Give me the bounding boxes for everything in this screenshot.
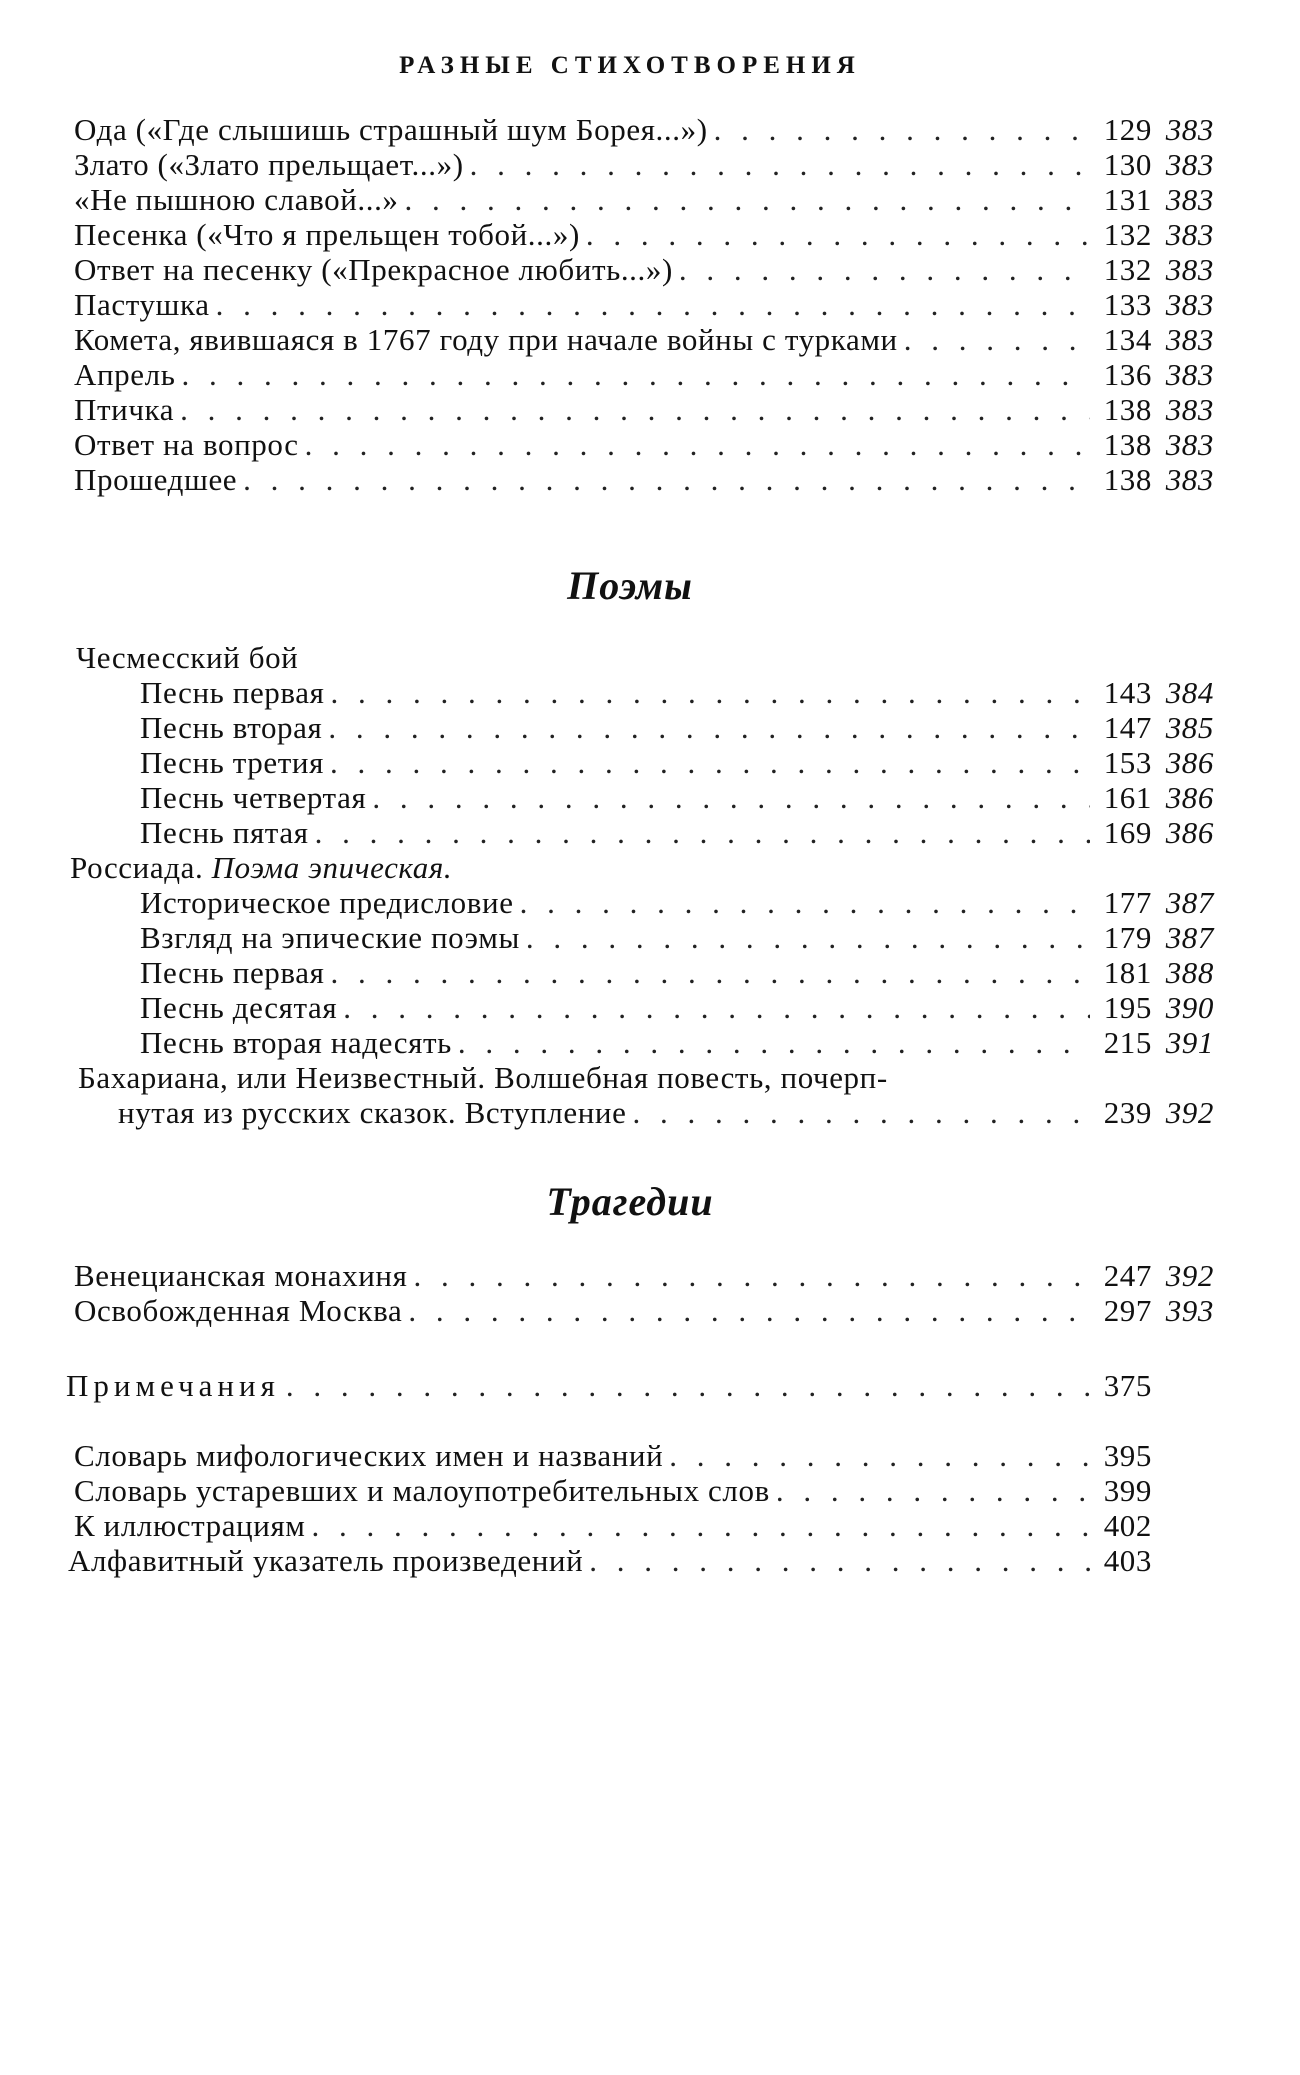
entry-page: 239 (1103, 1095, 1152, 1130)
entry-title: Птичка (74, 392, 175, 427)
entry-note-page: 383 (1165, 357, 1214, 392)
entry-title: Песнь вторая надесять (140, 1025, 452, 1060)
toc-entry (74, 112, 1214, 147)
entry-note-page: 388 (1165, 955, 1214, 990)
entry-page: 403 (1103, 1543, 1152, 1578)
entry-page: 129 (1103, 112, 1152, 147)
toc-entry (74, 392, 1214, 427)
dot-leader (413, 1258, 1090, 1293)
entry-title: Апрель (74, 357, 176, 392)
dot-leader (408, 1293, 1090, 1328)
dot-leader (330, 745, 1090, 780)
entry-page: 247 (1103, 1258, 1152, 1293)
entry-note-page: 386 (1165, 815, 1214, 850)
toc-entry (74, 357, 1214, 392)
toc-entry (74, 1473, 1214, 1508)
entry-note-page: 383 (1165, 182, 1214, 217)
entry-page: 195 (1103, 990, 1152, 1025)
entry-page: 375 (1103, 1368, 1152, 1403)
toc-entry (74, 252, 1214, 287)
toc-entry (140, 710, 1214, 745)
poem-title-line1: Бахариана, или Неизвестный. Волшебная повесть, почерп- (78, 1060, 888, 1095)
entry-title: Песнь первая (140, 955, 325, 990)
dot-leader (181, 357, 1090, 392)
entry-page: 132 (1103, 217, 1152, 252)
entry-page: 138 (1103, 462, 1152, 497)
toc-entry (74, 287, 1214, 322)
dot-leader (330, 675, 1090, 710)
dot-leader (904, 322, 1090, 357)
poem-subtitle: Поэма эпическая. (211, 850, 453, 885)
entry-title: Злато («Злато прельщает...») (74, 147, 464, 182)
toc-entry (140, 1025, 1214, 1060)
dot-leader (312, 1508, 1090, 1543)
toc-entry (140, 675, 1214, 710)
entry-note-page: 383 (1165, 427, 1214, 462)
entry-page: 177 (1103, 885, 1152, 920)
dot-leader (679, 252, 1090, 287)
entry-title: Ответ на песенку («Прекрасное любить...») (74, 252, 673, 287)
entry-title: Словарь мифологических имен и названий (74, 1438, 664, 1473)
section-heading-poems: Поэмы (567, 563, 693, 608)
entry-page: 399 (1103, 1473, 1152, 1508)
section-heading-tragedies: Трагедии (546, 1179, 714, 1224)
dot-leader (305, 427, 1090, 462)
dot-leader (343, 990, 1090, 1025)
entry-title: Песнь первая (140, 675, 325, 710)
entry-note-page: 383 (1165, 462, 1214, 497)
toc-entry (74, 1293, 1214, 1328)
entry-title: Ода («Где слышишь страшный шум Борея...») (74, 112, 708, 147)
entry-page: 402 (1103, 1508, 1152, 1543)
dot-leader (776, 1473, 1090, 1508)
dot-leader (315, 815, 1090, 850)
entry-page: 181 (1103, 955, 1152, 990)
poem-title (70, 850, 452, 885)
entry-title: Словарь устаревших и малоупотребительных слов (74, 1473, 770, 1508)
dot-leader (243, 462, 1090, 497)
poem-title: Чесмесский бой (76, 640, 299, 675)
toc-entry (140, 955, 1214, 990)
toc-entry (140, 920, 1214, 955)
toc-entry (140, 990, 1214, 1025)
entry-note-page: 387 (1165, 885, 1214, 920)
entry-title: К иллюстрациям (74, 1508, 306, 1543)
entry-note-page: 391 (1165, 1025, 1214, 1060)
dot-leader (328, 710, 1090, 745)
entry-note-page: 392 (1165, 1258, 1214, 1293)
entry-page: 147 (1103, 710, 1152, 745)
entry-note-page: 384 (1165, 675, 1214, 710)
entry-page: 179 (1103, 920, 1152, 955)
dot-leader (586, 217, 1090, 252)
entry-title: Примечания (66, 1368, 280, 1403)
dot-leader (405, 182, 1090, 217)
entry-page: 132 (1103, 252, 1152, 287)
dot-leader (470, 147, 1090, 182)
entry-note-page: 386 (1165, 780, 1214, 815)
entry-title: Песнь четвертая (140, 780, 367, 815)
entry-title: Взгляд на эпические поэмы (140, 920, 520, 955)
dot-leader (669, 1438, 1090, 1473)
entry-title: Песнь десятая (140, 990, 338, 1025)
entry-page: 138 (1103, 392, 1152, 427)
entry-note-page: 387 (1165, 920, 1214, 955)
entry-title: Пастушка (74, 287, 210, 322)
entry-title: Алфавитный указатель произведений (68, 1543, 584, 1578)
entry-page: 169 (1103, 815, 1152, 850)
toc-entry (74, 147, 1214, 182)
entry-page: 215 (1103, 1025, 1152, 1060)
toc-entry (140, 745, 1214, 780)
entry-note-page: 383 (1165, 217, 1214, 252)
dot-leader (520, 885, 1090, 920)
entry-title: Венецианская монахиня (74, 1258, 408, 1293)
entry-title: Песенка («Что я прельщен тобой...») (74, 217, 580, 252)
toc-entry (74, 462, 1214, 497)
toc-entry (68, 1543, 1214, 1578)
dot-leader (589, 1543, 1090, 1578)
entry-note-page: 383 (1165, 252, 1214, 287)
entry-page: 297 (1103, 1293, 1152, 1328)
entry-note-page: 383 (1165, 392, 1214, 427)
entry-title: «Не пышною славой...» (74, 182, 399, 217)
dot-leader (330, 955, 1090, 990)
entry-note-page: 383 (1165, 287, 1214, 322)
toc-entry (74, 322, 1214, 357)
entry-page: 136 (1103, 357, 1152, 392)
entry-title: Песнь третия (140, 745, 324, 780)
toc-entry (74, 1438, 1214, 1473)
section-heading-misc: РАЗНЫЕ СТИХОТВОРЕНИЯ (399, 52, 861, 79)
entry-note-page: 386 (1165, 745, 1214, 780)
entry-page: 161 (1103, 780, 1152, 815)
entry-note-page: 392 (1165, 1095, 1214, 1130)
entry-title: Историческое предисловие (140, 885, 514, 920)
dot-leader (286, 1368, 1090, 1403)
toc-entry (140, 780, 1214, 815)
toc-entry (74, 217, 1214, 252)
entry-title: Комета, явившаяся в 1767 году при начале войны с турками (74, 322, 898, 357)
toc-entry (118, 1095, 1214, 1130)
entry-page: 133 (1103, 287, 1152, 322)
entry-note-page: 383 (1165, 112, 1214, 147)
entry-note-page: 383 (1165, 322, 1214, 357)
dot-leader (714, 112, 1090, 147)
toc-entry (74, 1258, 1214, 1293)
entry-page: 153 (1103, 745, 1152, 780)
entry-title: Песнь пятая (140, 815, 309, 850)
toc-entry (74, 1508, 1214, 1543)
dot-leader (632, 1095, 1090, 1130)
toc-entry (74, 182, 1214, 217)
entry-note-page: 385 (1165, 710, 1214, 745)
entry-note-page: 393 (1165, 1293, 1214, 1328)
entry-title: Песнь вторая (140, 710, 323, 745)
entry-title: Прошедшее (74, 462, 238, 497)
entry-title: Ответ на вопрос (74, 427, 299, 462)
poem-title-main: Россиада. (70, 850, 204, 885)
toc-entry (74, 427, 1214, 462)
entry-page: 130 (1103, 147, 1152, 182)
dot-leader (372, 780, 1090, 815)
entry-title: нутая из русских сказок. Вступление (118, 1095, 627, 1130)
entry-note-page: 383 (1165, 147, 1214, 182)
entry-page: 395 (1103, 1438, 1152, 1473)
entry-title: Освобожденная Москва (74, 1293, 403, 1328)
dot-leader (526, 920, 1090, 955)
toc-entry (140, 815, 1214, 850)
entry-page: 143 (1103, 675, 1152, 710)
entry-page: 134 (1103, 322, 1152, 357)
entry-note-page: 390 (1165, 990, 1214, 1025)
dot-leader (216, 287, 1090, 322)
entry-page: 131 (1103, 182, 1152, 217)
entry-page: 138 (1103, 427, 1152, 462)
dot-leader (180, 392, 1090, 427)
dot-leader (458, 1025, 1090, 1060)
toc-entry-notes (66, 1368, 1214, 1403)
toc-entry (140, 885, 1214, 920)
